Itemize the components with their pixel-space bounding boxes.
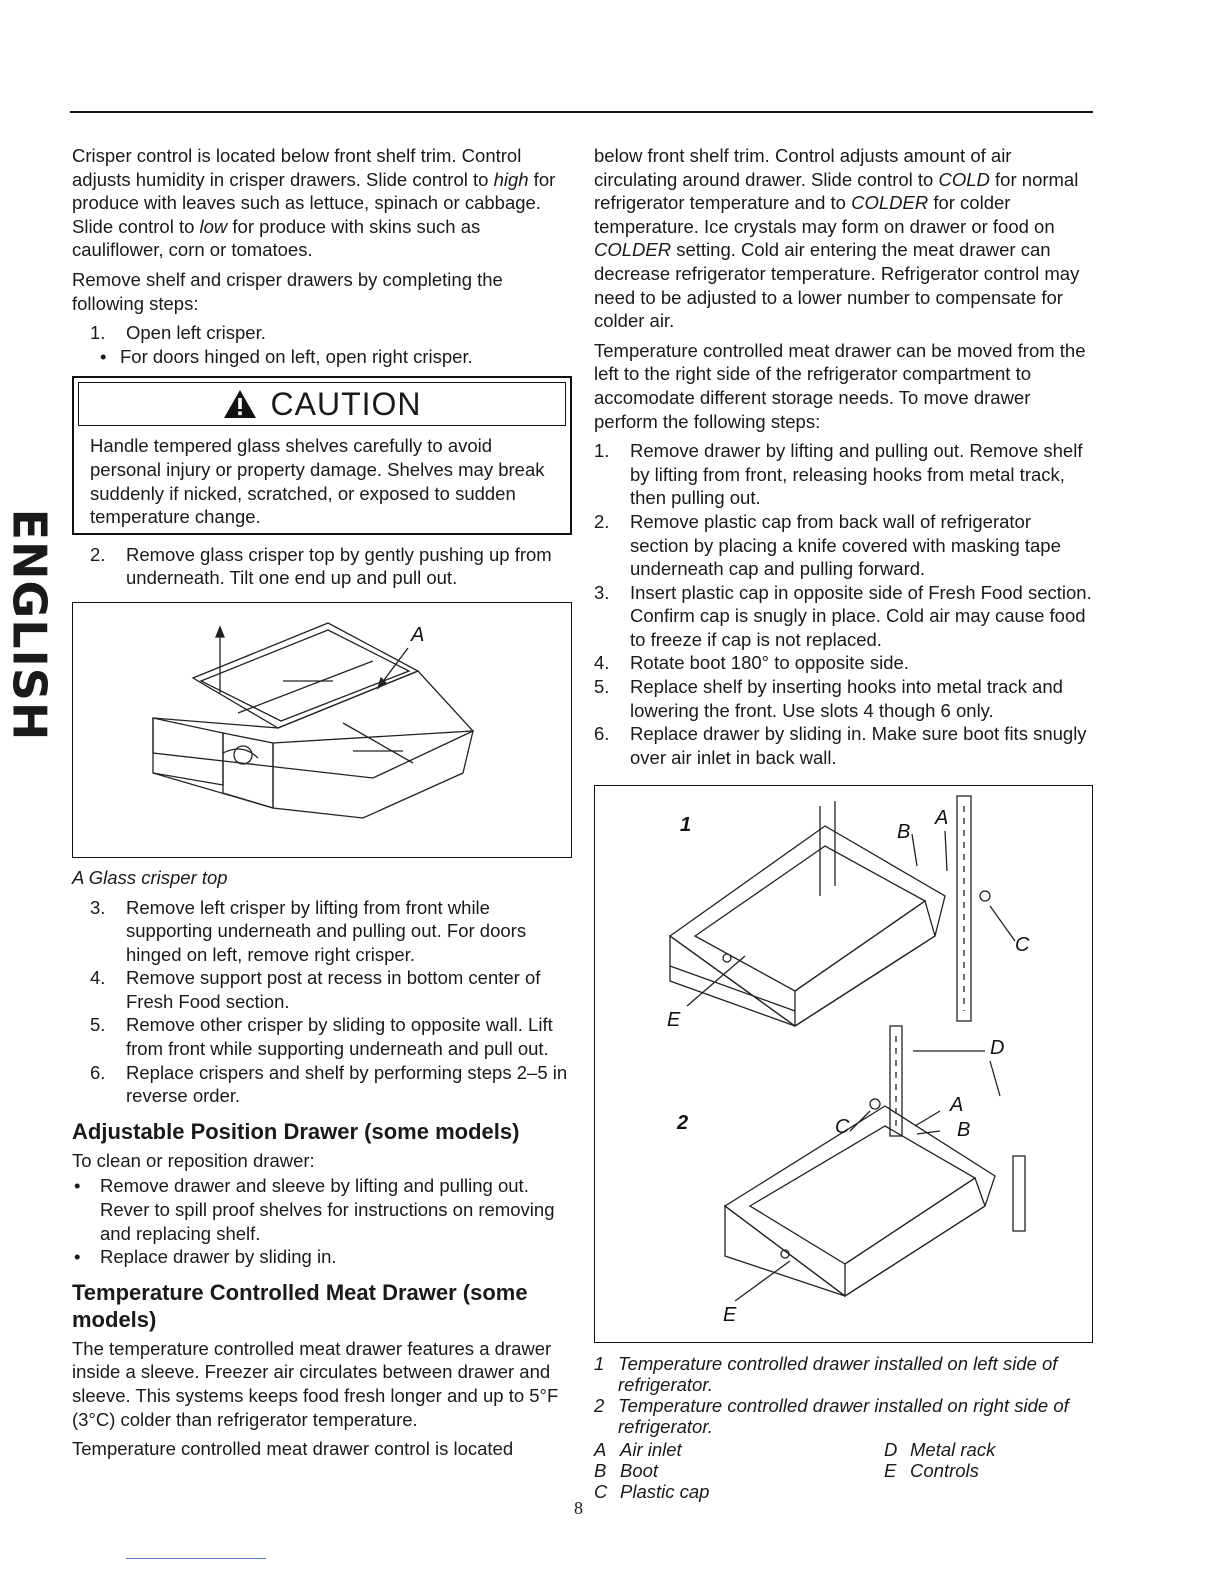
figure-label-b: B — [897, 821, 911, 844]
warning-triangle-icon — [223, 389, 257, 419]
left-column — [72, 144, 572, 1467]
figure-label-d: D — [990, 1037, 1005, 1060]
figure-caption: A Glass crisper top — [72, 866, 228, 888]
crisper-figure — [72, 602, 572, 858]
sub-bullet-item: • For doors hinged on left, open right crisper. — [100, 345, 473, 367]
figure-label-a2: A — [950, 1094, 964, 1117]
step-item: 1. Open left crisper. — [90, 322, 266, 344]
legend-item: E Controls — [884, 1460, 979, 1482]
caution-box — [72, 376, 572, 534]
figure-label-2: 2 — [677, 1112, 689, 1135]
step-item: 3. Insert plastic cap in opposite side of Fresh Food section. Confirm cap is snugly in place. Cold air may cause food to freeze if cap is not replaced. — [594, 581, 1092, 650]
language-side-tab — [0, 500, 58, 750]
crisper-intro-paragraph: Crisper control is located below front shelf trim. Control adjusts humidity in crisper drawers. Slide control to high for produce with leaves such as lettuce, spinach or cabbage. Slide control to low for produce with skins such as cauliflower, corn or tomatoes. — [72, 145, 556, 261]
adjustable-intro: To clean or reposition drawer: — [72, 1149, 315, 1171]
meat-drawer-illustration — [595, 786, 1092, 1342]
top-rule — [70, 111, 1093, 113]
remove-intro-paragraph: Remove shelf and crisper drawers by completing the following steps: — [72, 268, 503, 314]
step-item: 5. Replace shelf by inserting hooks into metal track and lowering the front. Use slots 4 though 6 only. — [594, 676, 1063, 721]
meat-drawer-paragraph: The temperature controlled meat drawer features a drawer inside a sleeve. Freezer air circulates between drawer and sleeve. This systems keeps food fresh longer and up to 5°F (3°C) colder than refrigerator temperature. — [72, 1337, 559, 1430]
legend-item: B Boot — [594, 1460, 659, 1482]
meat-drawer-control-paragraph: Temperature controlled meat drawer control is located — [72, 1438, 514, 1460]
figure-label-a: A — [935, 807, 949, 830]
figure-label-c2: C — [835, 1116, 850, 1139]
step-item: 4. Remove support post at recess in bottom center of Fresh Food section. — [90, 967, 541, 1012]
right-column — [594, 144, 1094, 1502]
meat-drawer-heading: Temperature Controlled Meat Drawer (some models) — [72, 1279, 528, 1332]
legend-item: D Metal rack — [884, 1439, 996, 1461]
figure-caption-item: 1 Temperature controlled drawer installed on left side of refrigerator. — [594, 1353, 1058, 1396]
figure-captions — [594, 1353, 1094, 1502]
figure-label-e: E — [667, 1009, 681, 1032]
adjustable-drawer-heading: Adjustable Position Drawer (some models) — [72, 1118, 520, 1144]
step-item: 5. Remove other crisper by sliding to opposite wall. Lift from front while supporting underneath and pull out. — [90, 1014, 553, 1060]
figure-caption-item: 2 Temperature controlled drawer installed on right side of refrigerator. — [594, 1395, 1069, 1438]
crisper-illustration — [73, 603, 571, 857]
step-item: 3. Remove left crisper by lifting from front while supporting underneath and pulling out. For doors hinged on left, remove right crisper. — [90, 896, 527, 965]
step-item: 2. Remove plastic cap from back wall of refrigerator section by placing a knife covered with masking tape underneath cap and pulling forward. — [594, 510, 1061, 580]
step-item: 1. Remove drawer by lifting and pulling out. Remove shelf by lifting from front, releasing hooks from metal track, then pulling out. — [594, 440, 1083, 509]
figure-legend — [594, 1439, 1094, 1502]
step-item: 6. Replace drawer by sliding in. Make sure boot fits snugly over air inlet in back wall. — [594, 723, 1087, 768]
legend-item: A Air inlet — [594, 1439, 682, 1461]
bottom-link-line — [126, 1558, 266, 1559]
figure-label-1: 1 — [680, 814, 692, 837]
language-tab-text: ENGLISH — [2, 508, 57, 742]
bullet-item: • Remove drawer and sleeve by lifting and pulling out. Rever to spill proof shelves for instructions on removing and replacing shelf. — [74, 1175, 555, 1244]
legend-item: C Plastic cap — [594, 1481, 710, 1503]
page-number: 8 — [574, 1498, 583, 1518]
steps-after-list — [72, 896, 572, 1108]
figure-label-e2: E — [723, 1304, 737, 1327]
bullet-item: • Replace drawer by sliding in. — [74, 1246, 337, 1268]
step-item: 2. Remove glass crisper top by gently pushing up from underneath. Tilt one end up and pull out. — [90, 543, 552, 589]
figure-label-a: A — [411, 623, 425, 646]
control-paragraph: below front shelf trim. Control adjusts amount of air circulating around drawer. Slide control to COLD for normal refrigerator temperature and to COLDER for colder temperature. Ice crystals may form on drawer or food on COLDER setting. Cold air entering the meat drawer can decrease refrigerator temperature. Refrigerator control may need to be adjusted to a lower number to compensate for colder air. — [594, 145, 1080, 332]
move-steps-list — [594, 439, 1094, 769]
move-intro-paragraph: Temperature controlled meat drawer can be moved from the left to the right side of the refrigerator compartment to accomodate different storage needs. To move drawer perform the following steps: — [594, 339, 1086, 432]
figure-label-c: C — [1015, 934, 1030, 957]
caution-header — [78, 382, 566, 426]
step-item: 6. Replace crispers and shelf by performing steps 2–5 in reverse order. — [90, 1061, 568, 1107]
caution-body: Handle tempered glass shelves carefully to avoid personal injury or property damage. Shelves may break suddenly if nicked, scratched, or exposed to sudden temperature change. — [90, 435, 545, 528]
step-item: 4. Rotate boot 180° to opposite side. — [594, 652, 909, 674]
meat-drawer-figure — [594, 785, 1093, 1343]
caution-title: CAUTION — [270, 385, 422, 422]
figure-label-b2: B — [957, 1119, 971, 1142]
